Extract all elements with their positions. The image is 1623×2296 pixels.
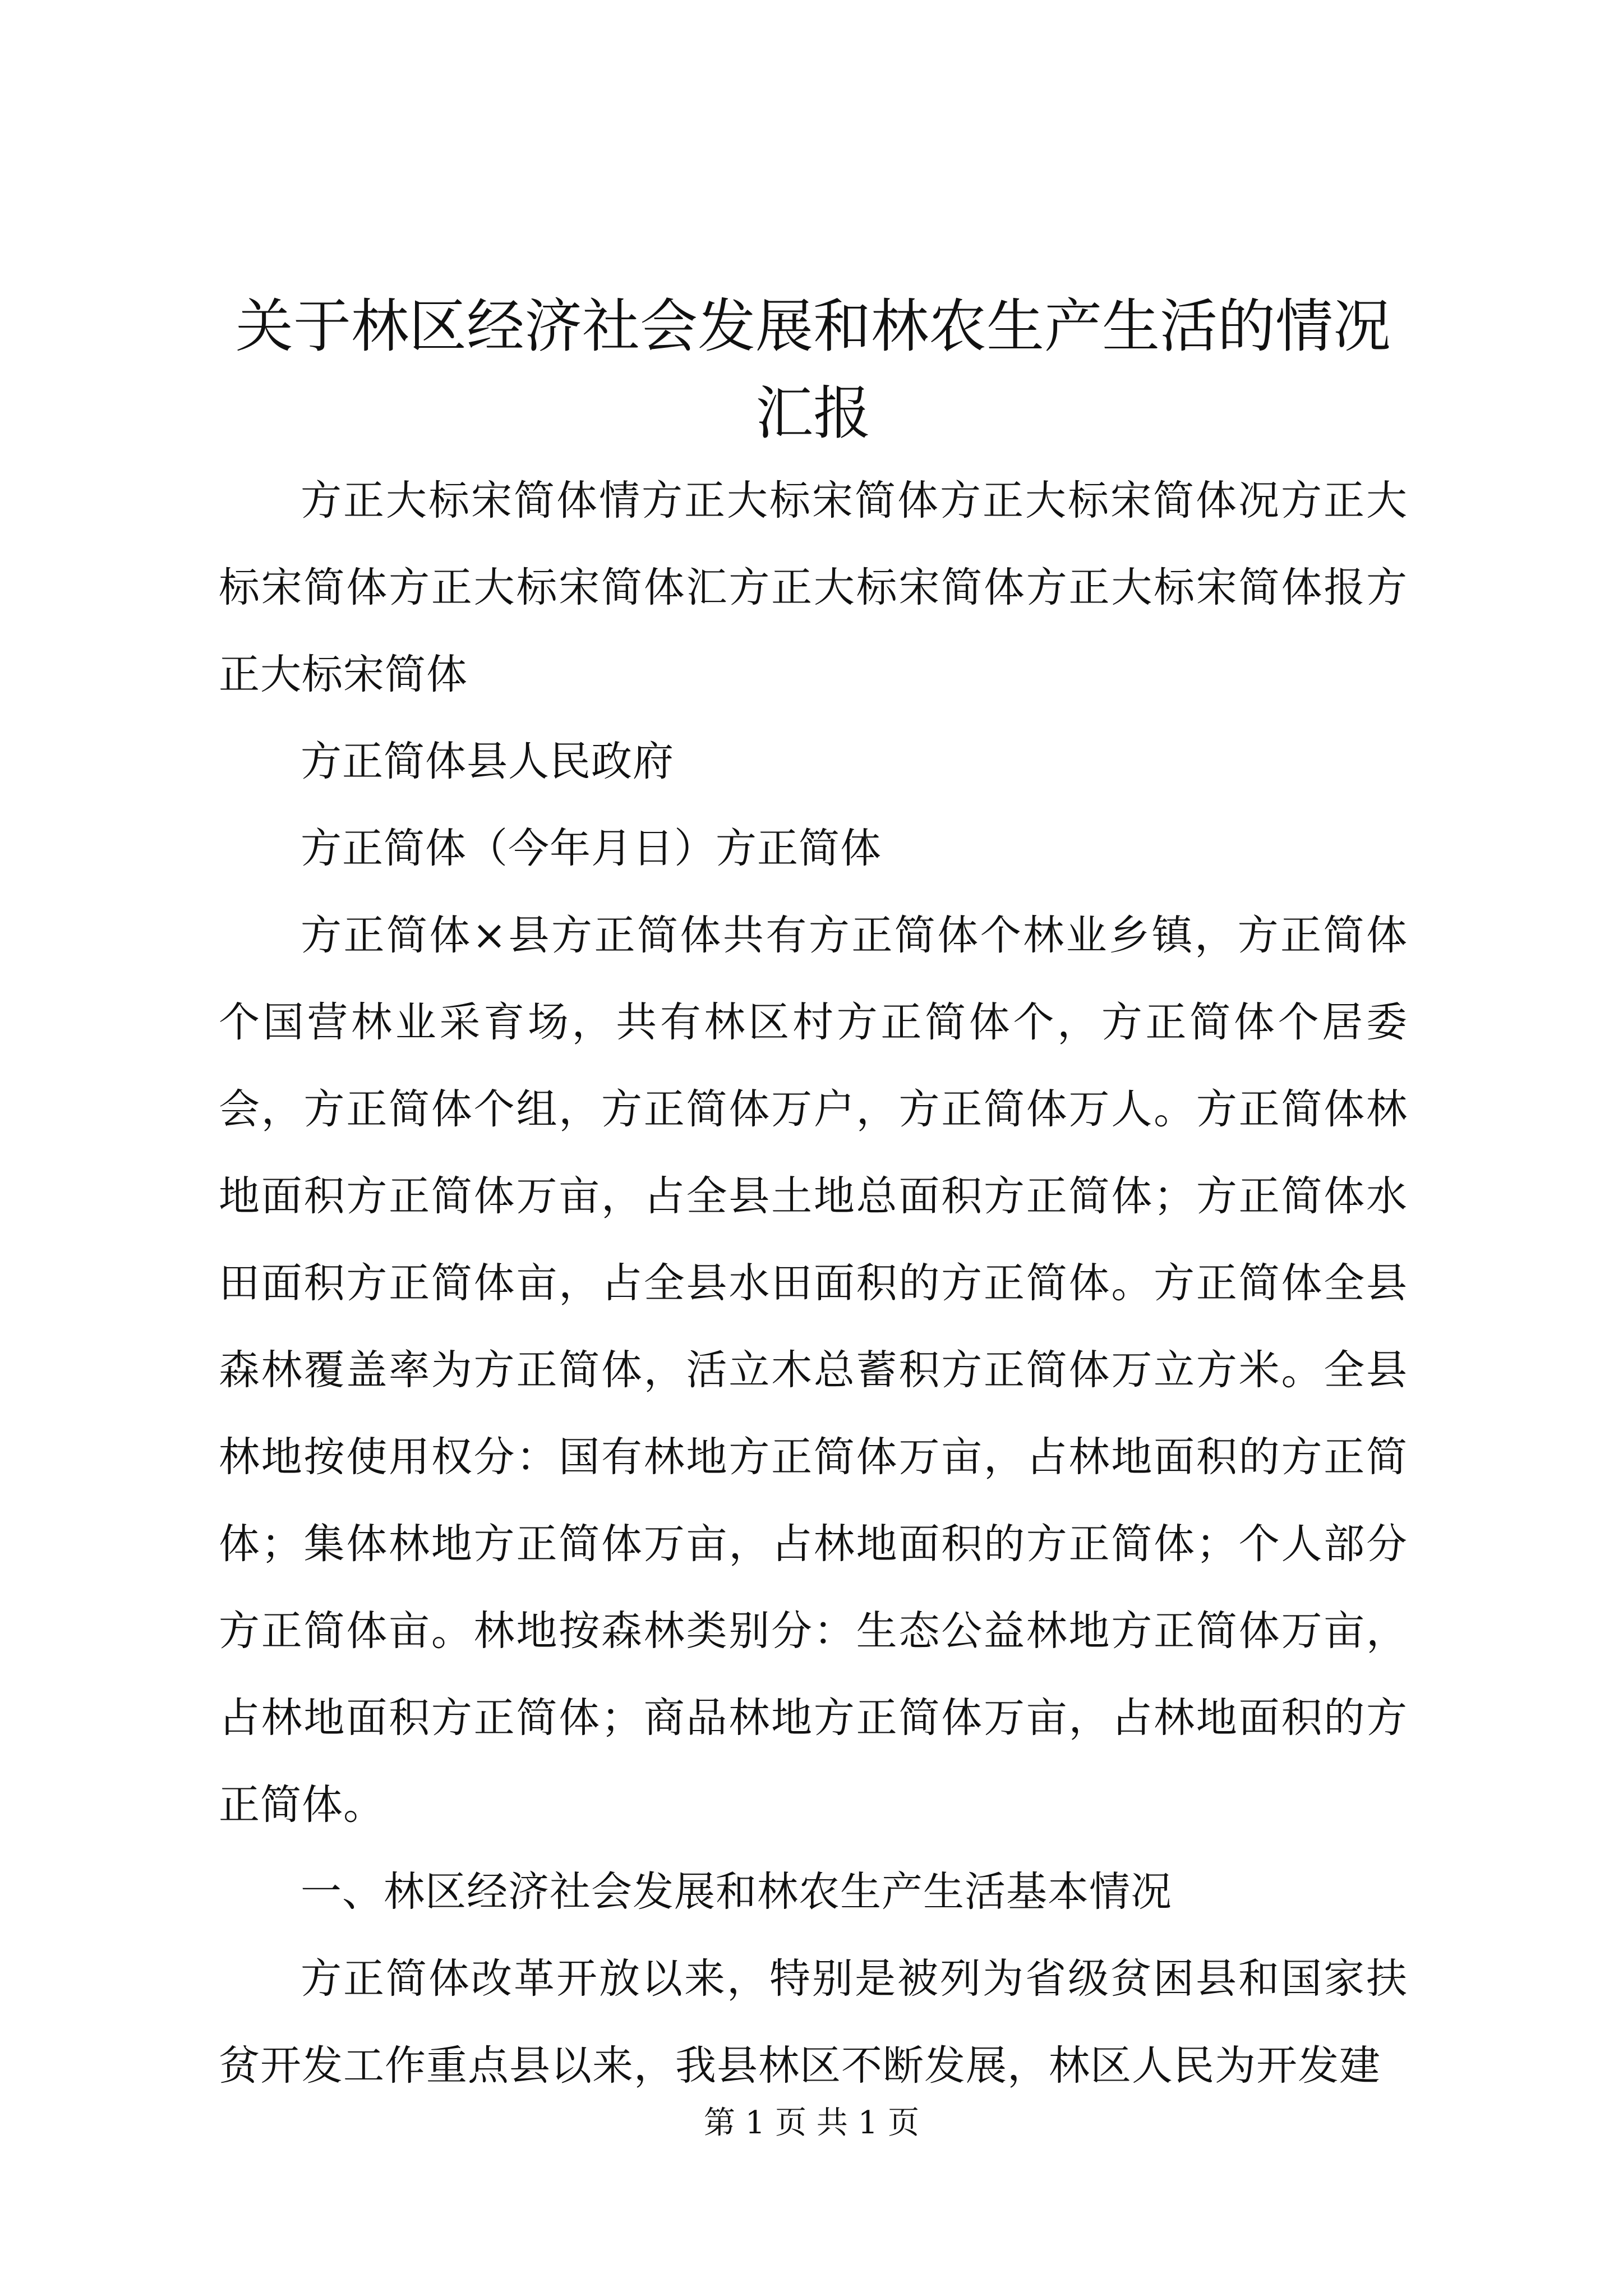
document-title: 关于林区经济社会发展和林农生产生活的情况汇报 (236, 293, 1391, 447)
document-body (219, 283, 1408, 2109)
paragraph-overview: 方正简体×县方正简体共有方正简体个林业乡镇，方正简体个国营林业采育场，共有林区村方正简体个，方正简体个居委会，方正简体个组，方正简体万户，方正简体万人。方正简体林地面积方正简体万亩，占全县土地总面积方正简体；方正简体水田面积方正简体亩，占全县水田面积的方正简体。方正简体全县森林覆盖率为方正简体，活立木总蓄积方正简体万立方米。全县林地按使用权分：国有林地方正简体万亩，占林地面积的方正简体；集体林地方正简体万亩，占林地面积的方正简体；个人部分方正简体亩。林地按森林类别分：生态公益林地方正简体万亩，占林地面积方正简体；商品林地方正简体万亩，占林地面积的方正简体。 (219, 912, 1408, 1829)
paragraph-section-body: 方正简体改革开放以来，特别是被列为省级贫困县和国家扶贫开发工作重点县以来，我县林区不断发展，林区人民为开发建 (219, 1955, 1408, 2090)
section-heading: 一、林区经济社会发展和林农生产生活基本情况 (301, 1868, 1172, 1916)
paragraph-intro: 方正大标宋简体情方正大标宋简体方正大标宋简体况方正大标宋简体方正大标宋简体汇方正大标宋简体方正大标宋简体报方正大标宋简体 (219, 477, 1408, 698)
paragraph-issuer: 方正简体县人民政府 (301, 738, 674, 785)
page-footer: 第 1 页 共 1 页 (703, 2105, 920, 2141)
paragraph-date: 方正简体（今年月日）方正简体 (301, 825, 882, 872)
